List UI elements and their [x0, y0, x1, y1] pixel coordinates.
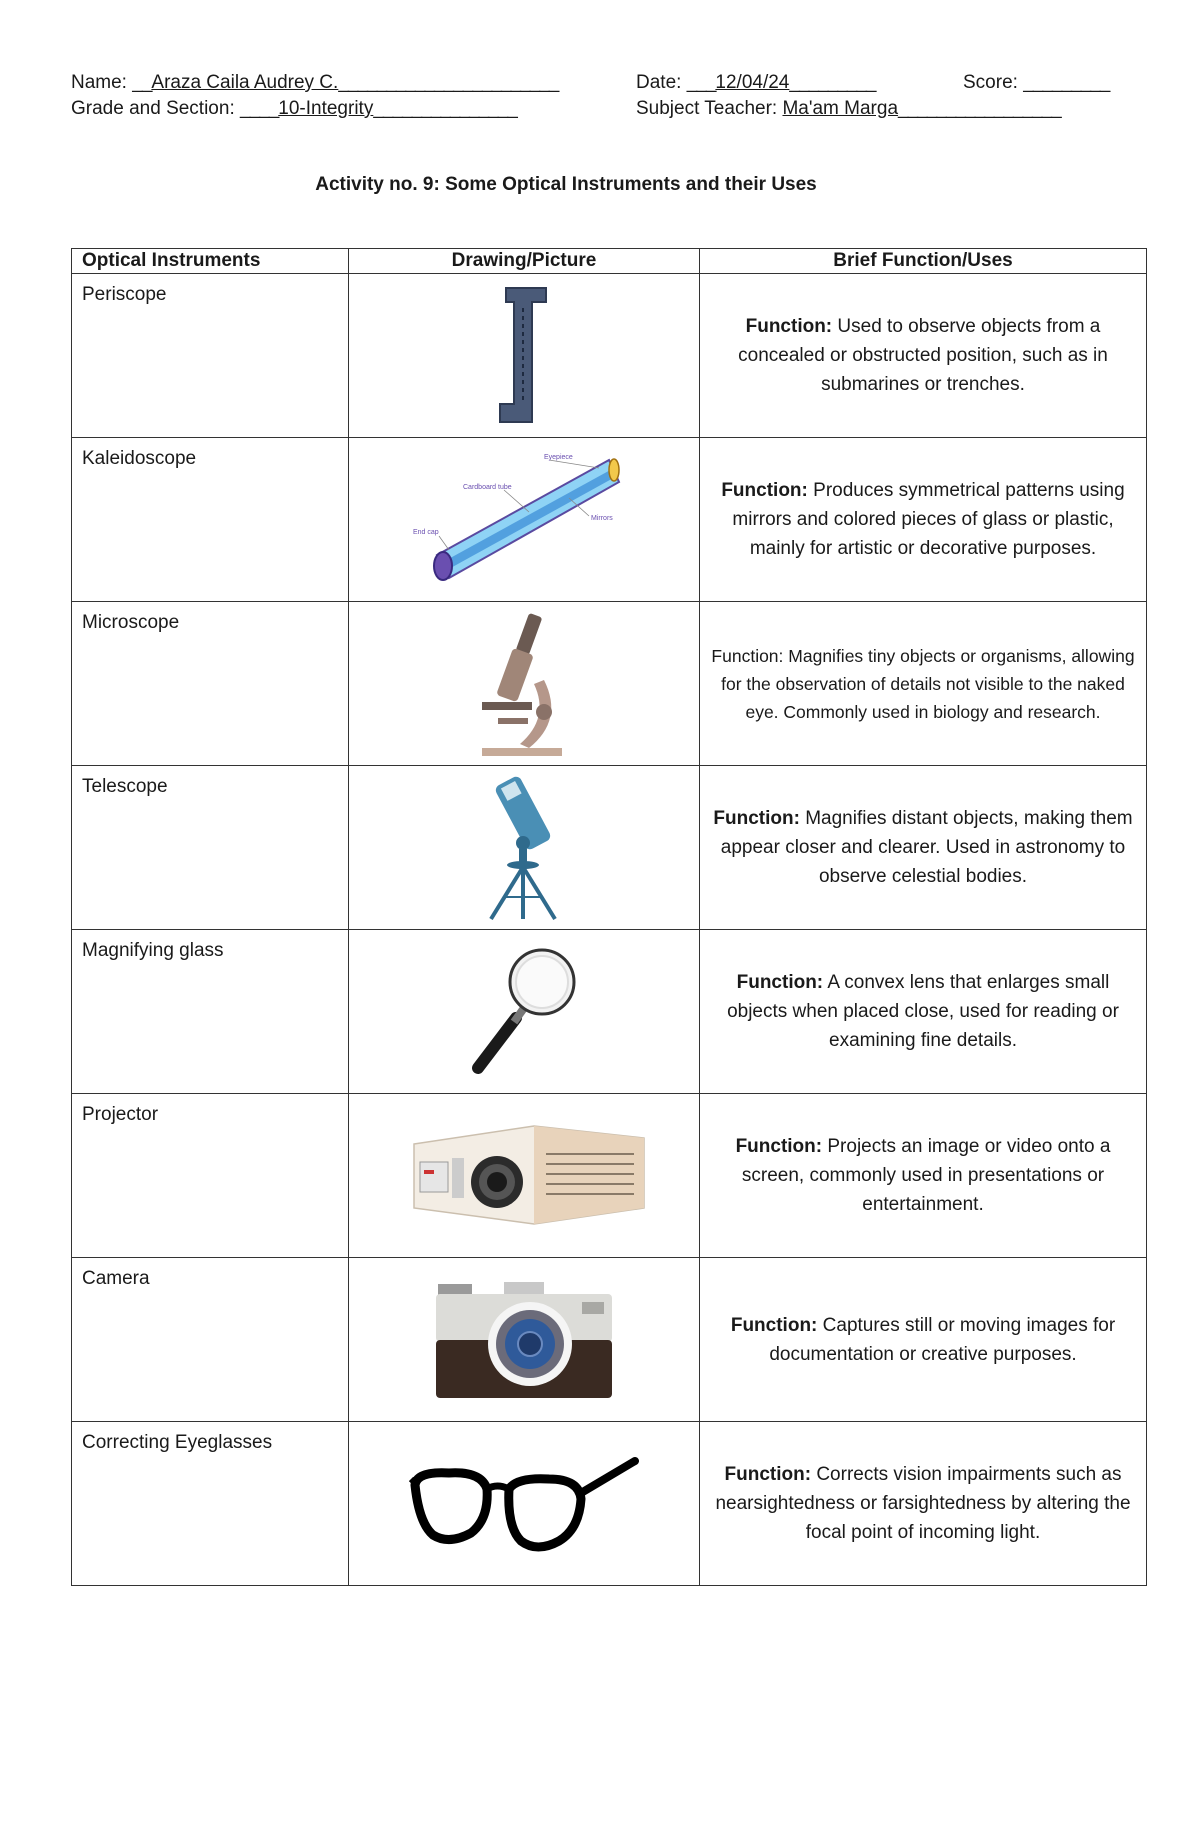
picture-cell — [349, 1258, 700, 1422]
table-row — [72, 930, 1147, 1094]
function-label: Function: — [724, 1464, 812, 1485]
function-text: Projects an image or video onto a screen, commonly used in presentations or entertainment. — [741, 1136, 1111, 1215]
function-label: Function: — [735, 1136, 823, 1157]
table-row — [72, 766, 1147, 930]
header-instruments: Optical Instruments — [72, 249, 349, 274]
function-text: Captures still or moving images for documentation or creative purposes. — [769, 1314, 1116, 1365]
function-text: A convex lens that enlarges small objects when placed close, used for reading or examining fine details. — [727, 972, 1119, 1051]
picture-cell — [349, 930, 700, 1094]
header-picture: Drawing/Picture — [349, 249, 700, 274]
table-row — [72, 1258, 1147, 1422]
picture-cell — [349, 1094, 700, 1258]
table-row — [72, 274, 1147, 438]
camera-icon — [434, 1280, 614, 1400]
picture-cell — [349, 438, 700, 602]
date-value: 12/04/24 — [715, 72, 790, 93]
label-cardboard-tube: Cardboard tube — [463, 483, 512, 491]
projector-icon — [394, 1124, 654, 1228]
grade-label: Grade and Section: — [71, 98, 235, 119]
table-header-row — [72, 249, 1147, 274]
telescope-icon — [479, 775, 569, 921]
label-eyepiece: Eyepiece — [544, 453, 573, 461]
table-row — [72, 602, 1147, 766]
score-field: Score: _________ — [963, 72, 1110, 93]
label-mirrors: Mirrors — [591, 514, 613, 522]
function-text: Used to observe objects from a concealed or obstructed position, such as in submarines or trenches. — [738, 316, 1108, 395]
function-cell — [700, 930, 1147, 1094]
function-text: Magnifies tiny objects or organisms, allowing for the observation of details not visible to the naked eye. Commonly used in biology and research. — [721, 645, 1135, 722]
instrument-name: Correcting Eyeglasses — [72, 1422, 349, 1586]
teacher-value: Ma'am Marga — [782, 98, 899, 119]
function-label: Function: — [736, 972, 824, 993]
function-label: Function: — [713, 808, 800, 829]
magnifying-glass-icon — [464, 946, 584, 1078]
date-label: Date: — [636, 72, 682, 93]
instrument-name: Telescope — [72, 766, 349, 930]
name-value: Araza Caila Audrey C. — [151, 72, 339, 93]
instruments-table — [71, 248, 1147, 1586]
label-end-cap: End cap — [413, 528, 439, 536]
function-label: Function: — [711, 645, 784, 666]
instrument-name: Camera — [72, 1258, 349, 1422]
picture-cell — [349, 766, 700, 930]
activity-title: Activity no. 9: Some Optical Instruments and their Uses — [315, 174, 817, 195]
teacher-field: Subject Teacher: Ma'am Marga_________________ — [636, 98, 1061, 119]
name-field: Name: __Araza Caila Audrey C._______________________ — [71, 72, 559, 93]
function-cell — [700, 602, 1147, 766]
picture-cell — [349, 1422, 700, 1586]
teacher-label: Subject Teacher: — [636, 98, 778, 119]
table-row — [72, 1422, 1147, 1586]
function-cell — [700, 1258, 1147, 1422]
grade-value: 10-Integrity — [278, 98, 374, 119]
name-label: Name: — [71, 72, 127, 93]
kaleidoscope-icon — [409, 450, 639, 590]
function-cell — [700, 1422, 1147, 1586]
function-cell — [700, 1094, 1147, 1258]
function-text: Corrects vision impairments such as nearsightedness or farsightedness by altering the focal point of incoming light. — [715, 1464, 1131, 1543]
table-row — [72, 1094, 1147, 1258]
eyeglasses-icon — [409, 1449, 639, 1559]
picture-cell — [349, 274, 700, 438]
header-function: Brief Function/Uses — [700, 249, 1147, 274]
function-label: Function: — [721, 480, 808, 501]
function-text: Produces symmetrical patterns using mirrors and colored pieces of glass or plastic, mainly for artistic or decorative purposes. — [732, 480, 1125, 559]
function-text: Magnifies distant objects, making them appear closer and clearer. Used in astronomy to observe celestial bodies. — [720, 808, 1133, 887]
microscope-icon — [474, 610, 574, 758]
grade-field: Grade and Section: ____10-Integrity_______________ — [71, 98, 517, 119]
instrument-name: Projector — [72, 1094, 349, 1258]
date-field: Date: ___12/04/24_________ — [636, 72, 876, 93]
instrument-name: Magnifying glass — [72, 930, 349, 1094]
table-row — [72, 438, 1147, 602]
periscope-icon — [494, 286, 554, 426]
function-label: Function: — [730, 1314, 818, 1336]
function-label: Function: — [745, 316, 833, 337]
function-cell — [700, 438, 1147, 602]
instrument-name: Microscope — [72, 602, 349, 766]
instrument-name: Periscope — [72, 274, 349, 438]
picture-cell — [349, 602, 700, 766]
instrument-name: Kaleidoscope — [72, 438, 349, 602]
function-cell — [700, 766, 1147, 930]
score-label: Score: — [963, 72, 1018, 93]
function-cell — [700, 274, 1147, 438]
